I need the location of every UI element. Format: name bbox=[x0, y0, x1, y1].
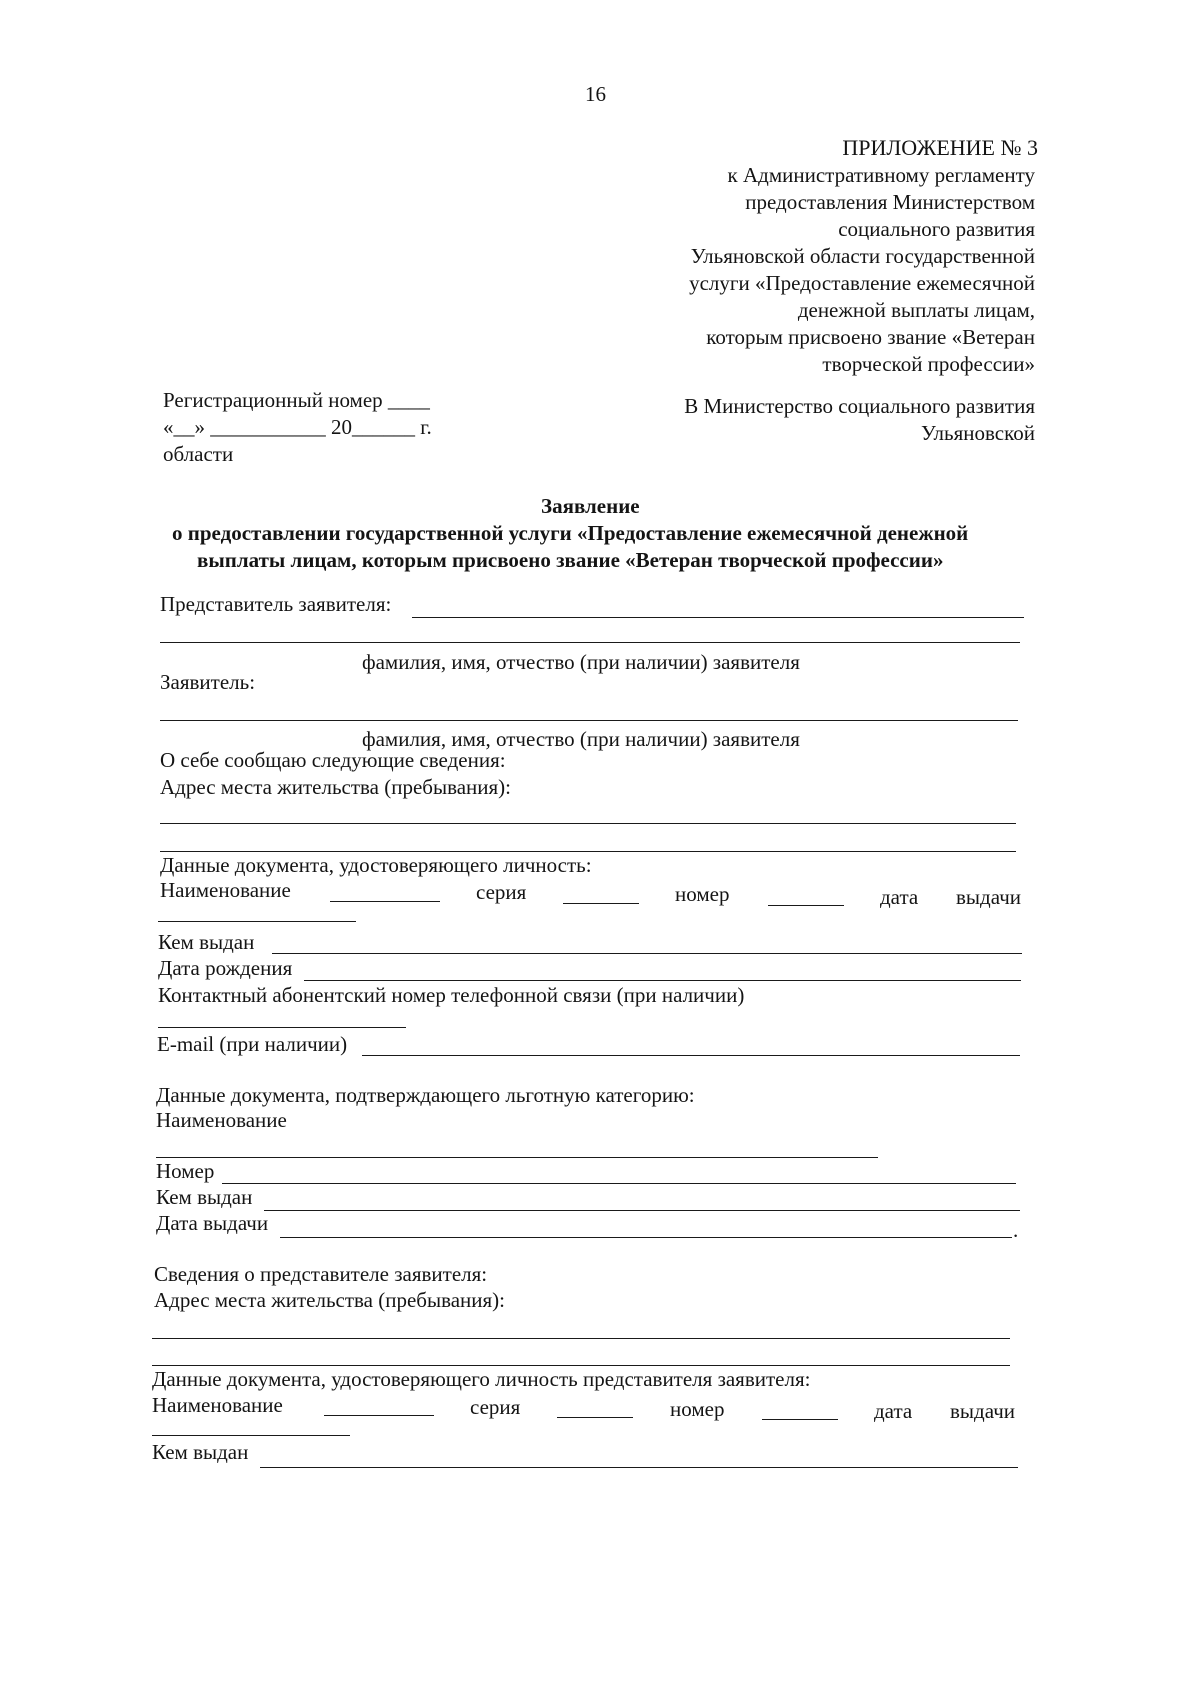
rep-date-label: дата bbox=[874, 1399, 913, 1423]
trailing-dot: . bbox=[1013, 1218, 1019, 1242]
registration-number: Регистрационный номер ____ bbox=[163, 388, 430, 412]
benefit-number-field[interactable] bbox=[222, 1183, 1016, 1184]
email-label: E-mail (при наличии) bbox=[157, 1032, 348, 1056]
about-self-label: О себе сообщаю следующие сведения: bbox=[160, 748, 506, 772]
rep-number-label: номер bbox=[670, 1397, 725, 1421]
appendix-line: которым присвоено звание «Ветеран bbox=[706, 325, 1035, 349]
id-number-label: номер bbox=[675, 882, 730, 906]
rep-name-field[interactable] bbox=[324, 1415, 434, 1416]
document-subtitle: выплаты лицам, которым присвоено звание «Ветеран творческой профессии» bbox=[197, 548, 944, 572]
rep-address-field-2[interactable] bbox=[152, 1365, 1010, 1366]
appendix-line: социального развития bbox=[838, 217, 1035, 241]
rep-issue-date-field[interactable] bbox=[152, 1435, 350, 1436]
rep-issued-by-label: Кем выдан bbox=[152, 1440, 249, 1464]
addressee-line: В Министерство социального развития bbox=[684, 394, 1035, 418]
rep-series-field[interactable] bbox=[557, 1417, 633, 1418]
birth-date-label: Дата рождения bbox=[158, 956, 293, 980]
appendix-line: услуги «Предоставление ежемесячной bbox=[689, 271, 1035, 295]
benefit-number-label: Номер bbox=[156, 1159, 215, 1183]
birth-date-field[interactable] bbox=[304, 980, 1021, 981]
benefit-issue-date-label: Дата выдачи bbox=[156, 1211, 269, 1235]
id-issue-date-field[interactable] bbox=[158, 921, 356, 922]
rep-number-field[interactable] bbox=[762, 1419, 838, 1420]
address-label: Адрес места жительства (пребывания): bbox=[160, 775, 512, 799]
document-title: Заявление bbox=[541, 494, 640, 518]
rep-series-label: серия bbox=[470, 1395, 521, 1419]
appendix-line: предоставления Министерством bbox=[745, 190, 1035, 214]
registration-date: «__» ___________ 20______ г. bbox=[163, 415, 432, 439]
representative-label: Представитель заявителя: bbox=[160, 592, 392, 616]
id-doc-label: Данные документа, удостоверяющего личность: bbox=[160, 853, 592, 877]
appendix-line: творческой профессии» bbox=[822, 352, 1035, 376]
address-field-2[interactable] bbox=[160, 851, 1016, 852]
id-number-field[interactable] bbox=[768, 905, 844, 906]
document-subtitle: о предоставлении государственной услуги «Предоставление ежемесячной денежной bbox=[172, 521, 969, 545]
appendix-line: денежной выплаты лицам, bbox=[797, 298, 1035, 322]
id-series-label: серия bbox=[476, 880, 527, 904]
address-field[interactable] bbox=[160, 823, 1016, 824]
registration-oblast: области bbox=[163, 442, 234, 466]
rep-name-label: Наименование bbox=[152, 1393, 283, 1417]
representative-field[interactable] bbox=[412, 617, 1024, 618]
fio-caption: фамилия, имя, отчество (при наличии) заявителя bbox=[362, 727, 800, 751]
rep-id-doc-label: Данные документа, удостоверяющего личность представителя заявителя: bbox=[152, 1367, 811, 1391]
benefit-name-label: Наименование bbox=[156, 1108, 287, 1132]
page-number: 16 bbox=[585, 82, 606, 106]
fio-caption: фамилия, имя, отчество (при наличии) заявителя bbox=[362, 650, 800, 674]
rep-issued-label: выдачи bbox=[950, 1399, 1015, 1423]
benefit-issued-by-label: Кем выдан bbox=[156, 1185, 253, 1209]
rep-issued-by-field[interactable] bbox=[260, 1467, 1018, 1468]
email-field[interactable] bbox=[362, 1055, 1020, 1056]
phone-field[interactable] bbox=[158, 1027, 406, 1028]
applicant-label: Заявитель: bbox=[160, 670, 256, 694]
appendix-line: Ульяновской области государственной bbox=[690, 244, 1035, 268]
id-issued-label: выдачи bbox=[956, 885, 1021, 909]
appendix-title: ПРИЛОЖЕНИЕ № 3 bbox=[842, 135, 1038, 160]
rep-info-label: Сведения о представителе заявителя: bbox=[154, 1262, 488, 1286]
id-date-label: дата bbox=[880, 885, 919, 909]
rep-address-label: Адрес места жительства (пребывания): bbox=[154, 1288, 506, 1312]
id-name-field[interactable] bbox=[330, 901, 440, 902]
appendix-line: к Административному регламенту bbox=[727, 163, 1035, 187]
addressee-line: Ульяновской bbox=[921, 421, 1035, 445]
issued-by-label: Кем выдан bbox=[158, 930, 255, 954]
benefit-doc-label: Данные документа, подтверждающего льготную категорию: bbox=[156, 1083, 695, 1107]
id-name-label: Наименование bbox=[160, 878, 291, 902]
applicant-field[interactable] bbox=[160, 720, 1018, 721]
rep-address-field[interactable] bbox=[152, 1338, 1010, 1339]
id-series-field[interactable] bbox=[563, 903, 639, 904]
phone-label: Контактный абонентский номер телефонной связи (при наличии) bbox=[158, 983, 745, 1007]
benefit-issue-date-field[interactable] bbox=[280, 1237, 1012, 1238]
benefit-name-field[interactable] bbox=[156, 1157, 878, 1158]
benefit-issued-by-field[interactable] bbox=[264, 1210, 1020, 1211]
issued-by-field[interactable] bbox=[272, 953, 1022, 954]
representative-field-2[interactable] bbox=[160, 642, 1020, 643]
